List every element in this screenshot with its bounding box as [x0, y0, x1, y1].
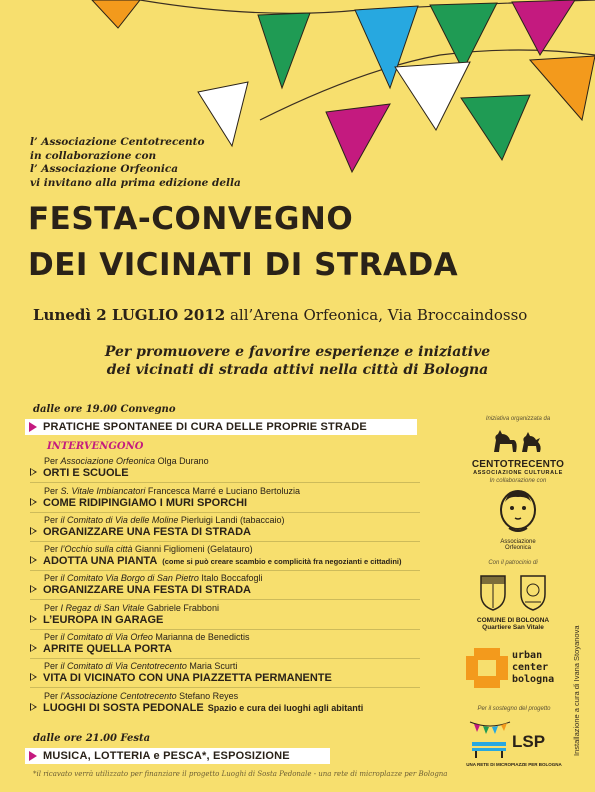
- speaker-per: Per: [44, 603, 61, 613]
- talk-topic-label: APRITE QUELLA PORTA: [43, 643, 172, 655]
- talk-topic-label: L’EUROPA IN GARAGE: [43, 614, 164, 626]
- credit-vertical: Installazione a cura di Ivana Stoyanova: [572, 625, 581, 756]
- collab-label: In collaborazione con: [489, 478, 547, 484]
- orfeonica-line2: Orfeonica: [504, 545, 531, 551]
- speaker-per: Per: [44, 632, 61, 642]
- talk-topic-label: ORGANIZZARE UNA FESTA DI STRADA: [43, 584, 251, 596]
- event-location: all’Arena Orfeonica, Via Broccaindosso: [225, 306, 528, 324]
- speaker-org: il Comitato di Via Orfeo: [60, 632, 153, 642]
- page-title-line1: FESTA-CONVEGNO: [28, 201, 354, 237]
- item-divider: [30, 512, 420, 513]
- speaker-org: il Comitato Via Borgo di San Pietro: [60, 573, 199, 583]
- talk-topic: [30, 497, 247, 509]
- speaker-org: l’Associazione Centotrecento: [60, 691, 177, 701]
- speaker-people: Olga Durano: [155, 456, 209, 466]
- speaker-per: Per: [44, 486, 61, 496]
- time-festa: dalle ore 21.00 Festa: [33, 733, 151, 744]
- talk-topic: [30, 643, 172, 655]
- quartiere-name: Quartiere San Vitale: [482, 624, 544, 631]
- orfeonica-line1: Associazione: [500, 539, 536, 545]
- event-date-bold: Lunedì 2 LUGLIO 2012: [33, 306, 226, 324]
- speaker-per: Per: [44, 456, 61, 466]
- centotrecento-name: CENTOTRECENTO: [471, 459, 565, 470]
- triangle-icon: [29, 422, 37, 432]
- item-divider: [30, 541, 420, 542]
- tagline-line: dei vicinati di strada attivi nella città di Bologna: [106, 362, 489, 378]
- flag-white: [395, 62, 470, 130]
- flag-magenta: [512, 0, 575, 55]
- speaker-org: S. Vitale Imbiancatori: [60, 486, 146, 496]
- flag-green: [258, 13, 310, 88]
- item-divider: [30, 687, 420, 688]
- patronage-label: Con il patrocinio di: [488, 560, 538, 566]
- speaker-line: [44, 632, 249, 642]
- talk-topic-label: VITA DI VICINATO CON UNA PIAZZETTA PERMANENTE: [43, 672, 332, 684]
- speaker-people: Pierluigi Landi (tabaccaio): [178, 515, 285, 525]
- triangle-outline-icon: [30, 673, 37, 681]
- intro-line: l’ Associazione Orfeonica: [30, 163, 179, 175]
- collaborator-block: [468, 478, 568, 551]
- urban-center-icon: [466, 648, 508, 688]
- speaker-people: Francesca Marré e Luciano Bertoluzia: [145, 486, 300, 496]
- speaker-people: Marianna de Benedictis: [152, 632, 250, 642]
- time-convegno: dalle ore 19.00 Convegno: [33, 404, 176, 415]
- speaker-people: Gabriele Frabboni: [144, 603, 219, 613]
- tagline-line: Per promuovere e favorire esperienze e iniziative: [104, 344, 491, 360]
- talk-topic-note: Spazio e cura dei luoghi agli abitanti: [207, 703, 364, 713]
- section-bar-festa: [25, 748, 330, 764]
- intro-line: in collaborazione con: [30, 149, 157, 162]
- speaker-line: [44, 661, 237, 671]
- intervengono-label: INTERVENGONO: [47, 441, 144, 452]
- patronage-block: [458, 560, 568, 631]
- talk-topic-note: (come si può creare scambio e complicità fra negozianti e cittadini): [162, 557, 402, 566]
- talk-topic: [30, 584, 251, 596]
- sponsor-block: [462, 706, 566, 767]
- lsp-sub: UNA RETE DI MICROPIAZZE PER BOLOGNA: [466, 762, 562, 767]
- coat-of-arms-icon: [473, 570, 553, 612]
- page-title-line2: DEI VICINATI DI STRADA: [28, 247, 459, 283]
- triangle-outline-icon: [30, 498, 37, 506]
- speaker-line: [44, 515, 284, 525]
- intro-line: vi invitano alla prima edizione della: [30, 176, 241, 189]
- item-divider: [30, 658, 420, 659]
- speaker-line: [44, 486, 300, 496]
- triangle-outline-icon: [30, 703, 37, 711]
- talk-topic-label: COME RIDIPINGIAMO I MURI SPORCHI: [43, 497, 248, 509]
- comune-name: COMUNE DI BOLOGNA: [476, 617, 550, 624]
- dog-cat-logo-icon: [488, 428, 548, 454]
- triangle-outline-icon: [30, 644, 37, 652]
- speaker-per: Per: [44, 661, 61, 671]
- bench-bunting-icon: [468, 718, 512, 758]
- talk-topic: [30, 526, 251, 538]
- speaker-org: I Regaz di San Vitale: [60, 603, 145, 613]
- talk-topic: [30, 702, 363, 714]
- talk-topic: [30, 614, 163, 626]
- section-bar-label: MUSICA, LOTTERIA e PESCA*, ESPOSIZIONE: [43, 750, 290, 762]
- speaker-people: Maria Scurti: [186, 661, 238, 671]
- talk-topic: [30, 555, 402, 567]
- speaker-line: [44, 456, 209, 466]
- triangle-icon: [29, 751, 37, 761]
- speaker-per: Per: [44, 515, 61, 525]
- urban-line: urban: [512, 650, 543, 661]
- triangle-outline-icon: [30, 615, 37, 623]
- flag-orange: [92, 0, 140, 28]
- footnote: *il ricavato verrà utilizzato per finanziare il progetto Luoghi di Sosta Pedonale - una rete di microplazze per Bologna: [33, 770, 448, 778]
- speaker-per: Per: [44, 573, 61, 583]
- center-line: center: [512, 662, 549, 673]
- item-divider: [30, 482, 420, 483]
- speaker-people: Italo Boccafogli: [198, 573, 263, 583]
- speaker-org: il Comitato di Via Centotrecento: [60, 661, 187, 671]
- sponsor-label: Per il sostegno del progetto: [477, 706, 551, 712]
- speaker-line: [44, 691, 238, 701]
- bologna-line: bologna: [512, 674, 555, 685]
- centotrecento-sub: ASSOCIAZIONE CULTURALE: [473, 470, 563, 476]
- item-divider: [30, 599, 420, 600]
- flag-magenta: [326, 104, 390, 172]
- lsp-logo-text: LSP: [512, 732, 546, 751]
- flag-green: [461, 95, 530, 160]
- section-bar-convegno: [25, 419, 417, 435]
- speaker-org: il Comitato di Via delle Moline: [60, 515, 179, 525]
- section-bar-label: PRATICHE SPONTANEE DI CURA DELLE PROPRIE STRADE: [43, 421, 367, 433]
- talk-topic-label: ORTI E SCUOLE: [43, 467, 129, 479]
- intro-line: l’ Associazione Centotrecento: [30, 136, 205, 148]
- speaker-line: [44, 603, 219, 613]
- talk-topic: [30, 672, 332, 684]
- item-divider: [30, 629, 420, 630]
- urban-center-text: [512, 650, 554, 686]
- urban-center-logo: [466, 648, 566, 688]
- talk-topic-label: ORGANIZZARE UNA FESTA DI STRADA: [43, 526, 251, 538]
- event-date: [33, 306, 527, 324]
- organizer-block: [468, 416, 568, 476]
- speaker-line: [44, 573, 262, 583]
- talk-topic-label: ADOTTA UNA PIANTA: [43, 555, 158, 567]
- speaker-per: Per: [44, 544, 61, 554]
- triangle-outline-icon: [30, 556, 37, 564]
- speaker-org: l’Occhio sulla città: [60, 544, 133, 554]
- flag-orange: [530, 56, 595, 120]
- triangle-outline-icon: [30, 468, 37, 476]
- speaker-org: Associazione Orfeonica: [60, 456, 156, 466]
- speaker-people: Gianni Figliomeni (Gelatauro): [132, 544, 253, 554]
- organizer-label: Iniziativa organizzata da: [485, 416, 551, 422]
- speaker-people: Stefano Reyes: [176, 691, 239, 701]
- orfeonica-logo-icon: [497, 488, 539, 534]
- triangle-outline-icon: [30, 585, 37, 593]
- speaker-per: Per: [44, 691, 61, 701]
- flag-green: [430, 3, 497, 70]
- item-divider: [30, 570, 420, 571]
- intro-text: [30, 136, 241, 190]
- talk-topic: [30, 467, 129, 479]
- tagline: [60, 343, 535, 379]
- speaker-line: [44, 544, 253, 554]
- triangle-outline-icon: [30, 527, 37, 535]
- talk-topic-label: LUOGHI DI SOSTA PEDONALE: [43, 702, 204, 714]
